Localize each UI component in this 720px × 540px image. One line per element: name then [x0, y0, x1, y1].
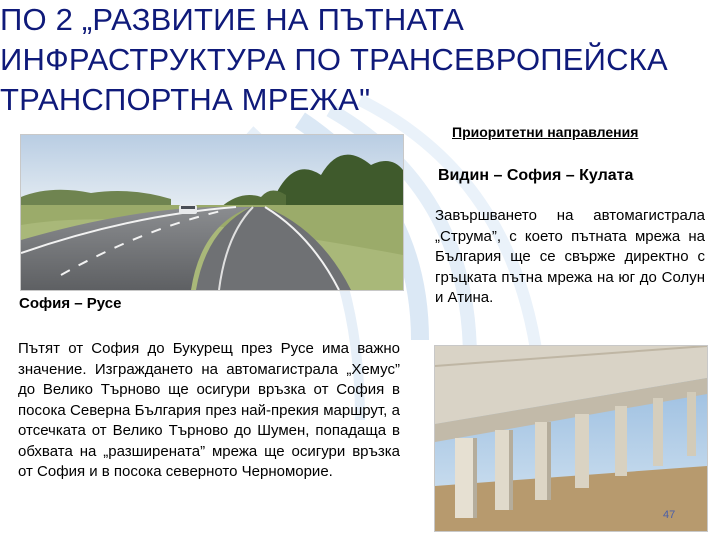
title-line-1: ПО 2 „РАЗВИТИЕ НА ПЪТНАТА	[0, 2, 464, 37]
page-title	[0, 0, 720, 120]
title-line-2: ИНФРАСТРУКТУРА ПО ТРАНСЕВРОПЕЙСКА	[0, 42, 668, 77]
page-number: 47	[663, 509, 676, 521]
priority-directions-heading: Приоритетни направления	[452, 124, 639, 140]
highway-photo	[20, 134, 404, 291]
route-vidin-sofia-kulata-heading: Видин – София – Кулата	[438, 167, 634, 184]
bridge-photo	[434, 345, 708, 532]
route-vidin-sofia-kulata-text: Завършването на автомагистрала „Струма”, с което пътната мрежа на България ще се свърже директно с гръцката пътна мрежа на юг до Солун и Атина.	[435, 207, 705, 306]
route-sofia-ruse-text: Пътят от София до Букурещ през Русе има важно значение. Изграждането на автомагистрала „Хемус” до Велико Търново ще осигури връзка от София в посока Северна България през най-прекия маршрут, а отсечката от Велико Търново до Шумен, попадаща в обхвата на „разширената” мрежа ще осигури връзка от София и в посока северното Черноморие.	[18, 340, 400, 480]
route-sofia-ruse-heading: София – Русе	[19, 295, 122, 312]
title-line-3: ТРАНСПОРТНА МРЕЖА"	[0, 82, 371, 117]
